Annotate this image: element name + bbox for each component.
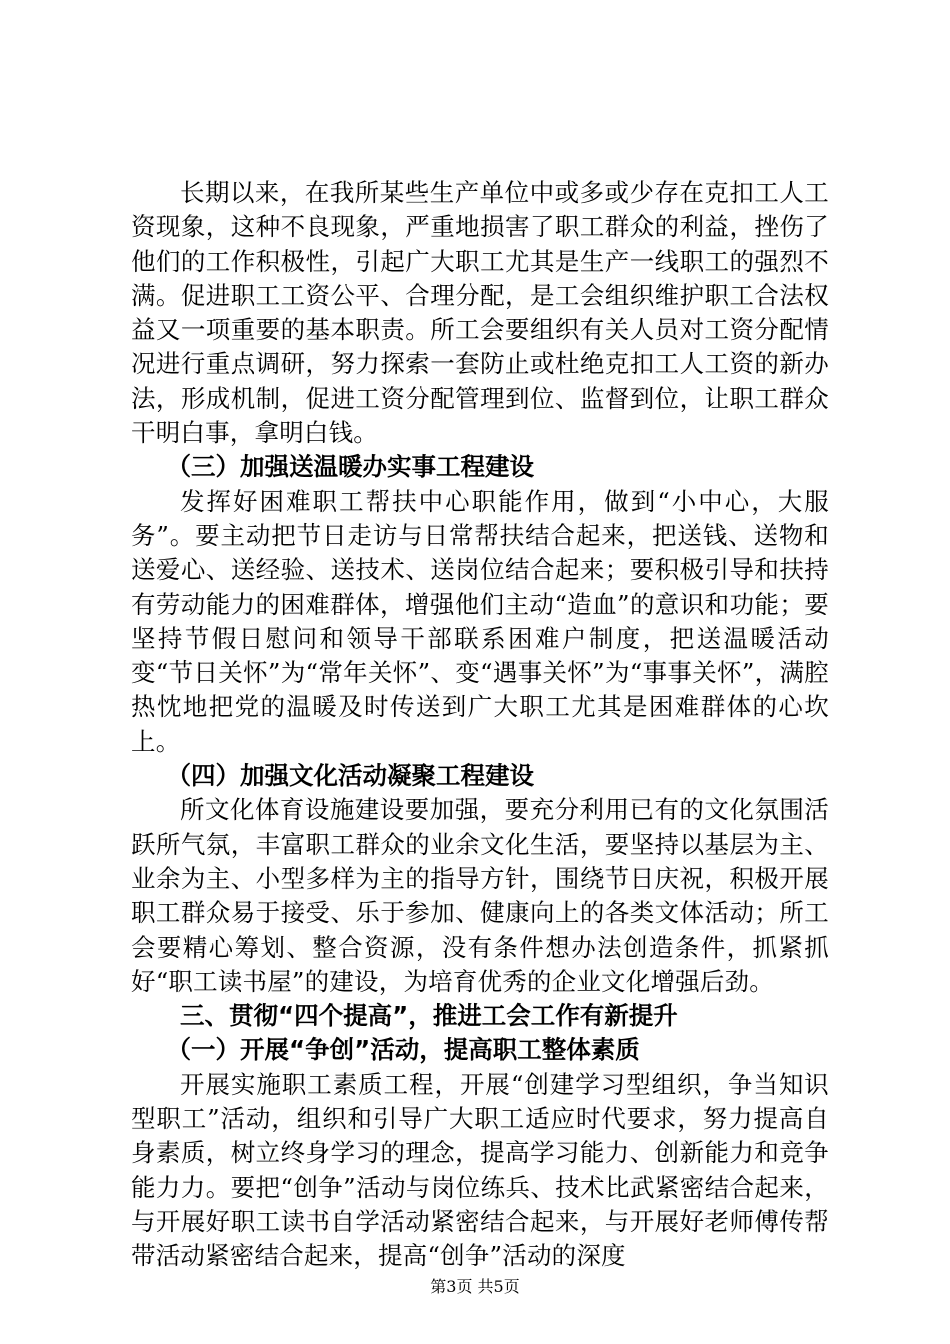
page-number: 第3页	[430, 1277, 473, 1296]
heading-chuangzheng-activity: （一）开展“争创”活动，提高职工整体素质	[166, 1035, 640, 1065]
heading-warmth-project: （三）加强送温暖办实事工程建设	[166, 452, 535, 482]
heading-culture-project: （四）加强文化活动凝聚工程建设	[166, 761, 535, 791]
page-footer	[0, 1274, 950, 1297]
paragraph-culture-project: 所文化体育设施建设要加强，要充分利用已有的文化氛围活跃所气氛，丰富职工群众的业余文化生活，要坚持以基层为主、业余为主、小型多样为主的指导方针，围绕节日庆祝，积极开展职工群众易于接受、乐于参加、健康向上的各类文体活动；所工会要精心筹划、整合资源，没有条件想办法创造条件，抓紧抓好“职工读书屋”的建设，为培育优秀的企业文化增强后劲。	[131, 795, 829, 996]
heading-section-three: 三、贯彻“四个提高”，推进工会工作有新提升	[180, 1001, 678, 1031]
document-body	[131, 176, 829, 1274]
page-total: 共5页	[477, 1277, 520, 1296]
paragraph-wage-deduction: 长期以来，在我所某些生产单位中或多或少存在克扣工人工资现象，这种不良现象，严重地损害了职工群众的利益，挫伤了他们的工作积极性，引起广大职工尤其是生产一线职工的强烈不满。促进职工工资公平、合理分配，是工会组织维护职工合法权益又一项重要的基本职责。所工会要组织有关人员对工资分配情况进行重点调研，努力探索一套防止或杜绝克扣工人工资的新办法，形成机制，促进工资分配管理到位、监督到位，让职工群众干明白事，拿明白钱。	[131, 178, 829, 448]
paragraph-chuangzheng-activity: 开展实施职工素质工程，开展“创建学习型组织，争当知识型职工”活动，组织和引导广大职工适应时代要求，努力提高自身素质，树立终身学习的理念，提高学习能力、创新能力和竞争能力力。要把“创争”活动与岗位练兵、技术比武紧密结合起来，与开展好职工读书自学活动紧密结合起来，与开展好老师傅传帮带活动紧密结合起来，提高“创争”活动的深度	[131, 1069, 829, 1271]
paragraph-warmth-project: 发挥好困难职工帮扶中心职能作用，做到“小中心，大服务”。要主动把节日走访与日常帮扶结合起来，把送钱、送物和送爱心、送经验、送技术、送岗位结合起来；要积极引导和扶持有劳动能力的困难群体，增强他们主动“造血”的意识和功能；要坚持节假日慰问和领导干部联系困难户制度，把送温暖活动变“节日关怀”为“常年关怀”、变“遇事关怀”为“事事关怀”，满腔热忱地把党的温暖及时传送到广大职工尤其是困难群体的心坎上。	[131, 486, 829, 756]
